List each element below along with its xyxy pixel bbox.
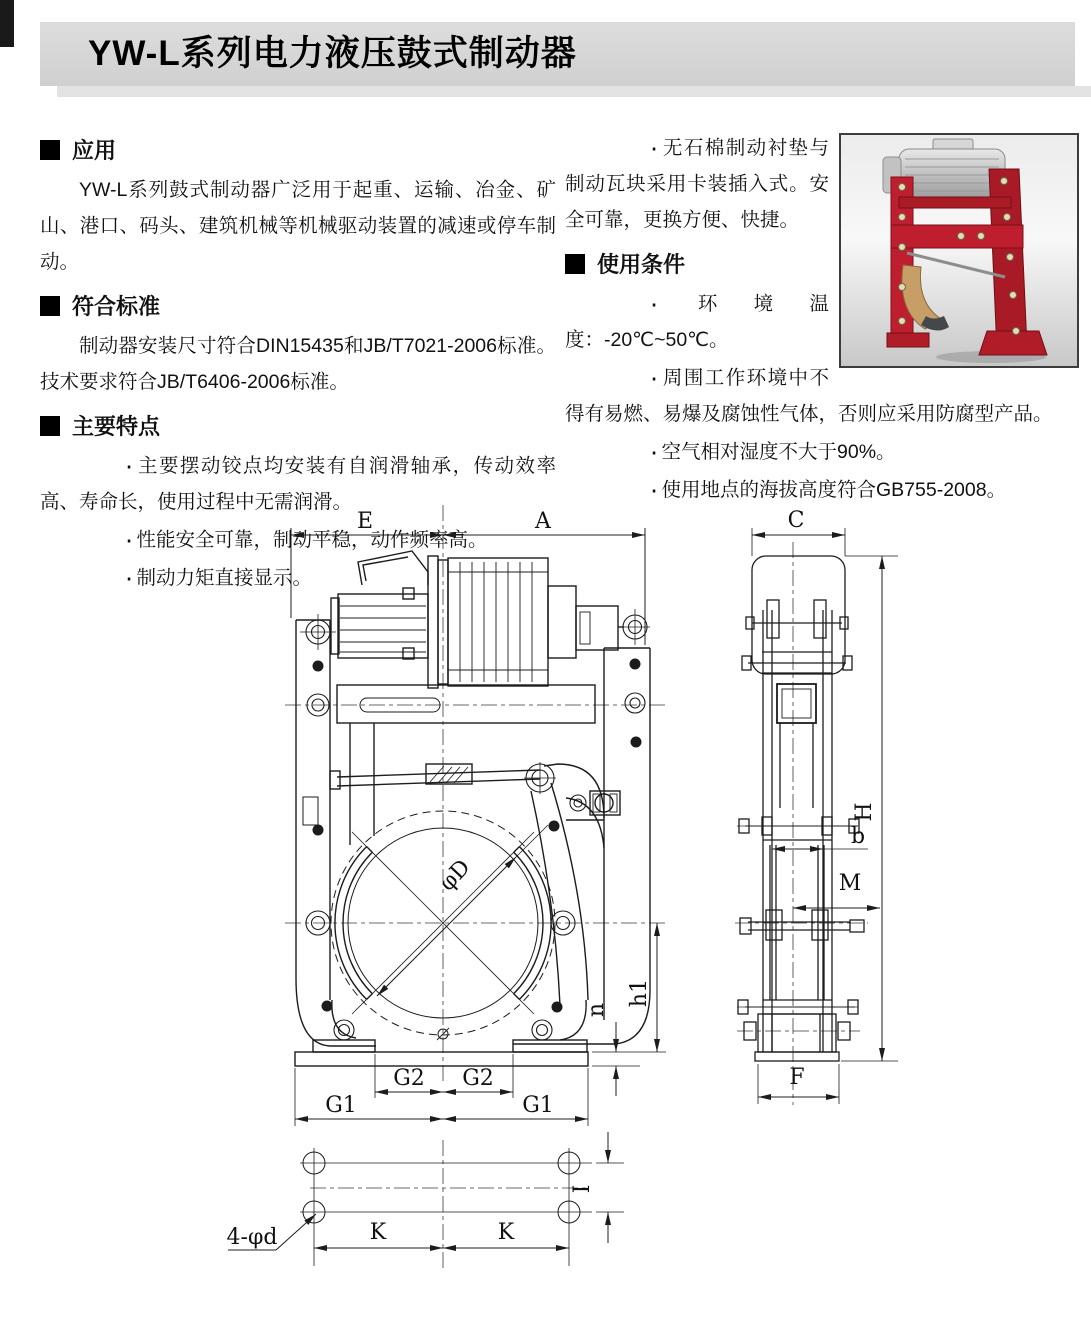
dim-label-H: H [852,802,877,822]
dim-label-phiD: φD [434,854,476,897]
feature-item-text: 主要摆动铰点均安装有自润滑轴承，传动效率高、寿命长，使用过程中无需润滑。 [40,455,556,513]
dim-label-G2-right: G2 [462,1066,494,1091]
bullet-icon: · [649,436,659,468]
page-header [40,22,1075,86]
section-marker-icon [40,140,60,160]
dim-label-n: n [584,1002,609,1018]
dim-label-h1: h1 [627,978,652,1008]
dim-label-G1-left: G1 [325,1093,357,1118]
dim-label-K-left: K [369,1220,387,1245]
dim-label-b: b [850,824,866,849]
bullet-icon: · [124,450,134,482]
section-marker-icon [565,254,585,274]
lining-item-text: 无石棉制动衬垫与制动瓦块采用卡装插入式。安全可靠，更换方便、快捷。 [565,137,829,231]
centerlines [285,505,868,1272]
dim-label-G1-right: G1 [522,1093,554,1118]
dim-label-4-phid: 4-φd [226,1225,278,1250]
dim-label-A: A [535,509,551,534]
feature-item [40,560,556,596]
dim-label-M: M [838,871,862,896]
condition-item-text: 环境温度：-20℃~50℃。 [565,293,829,351]
condition-item-text: 周围工作环境中不得有易燃、易爆及腐蚀性气体，否则应采用防腐型产品。 [565,367,1053,425]
page-title: YW-L系列电力液压鼓式制动器 [88,34,577,73]
dim-label-C: C [787,508,805,533]
side-view [738,556,864,1061]
bullet-icon: · [124,524,134,556]
heading-standards [40,292,556,322]
feature-item [40,448,556,520]
heading-application [40,136,556,166]
dimension-lines [228,528,898,1266]
bullet-icon: · [649,362,659,394]
condition-item-text: 使用地点的海拔高度符合GB755-2008。 [661,479,1007,501]
application-paragraph: YW-L系列鼓式制动器广泛用于起重、运输、冶金、矿山、港口、码头、建筑机械等机械驱动装置的减速或停车制动。 [40,179,556,273]
standards-paragraph: 制动器安装尺寸符合DIN15435和JB/T7021-2006标准。技术要求符合JB/T6406-2006标准。 [40,335,556,393]
front-view [295,551,650,1066]
section-marker-icon [40,416,60,436]
condition-item [565,472,1079,508]
dim-label-E: E [356,509,374,534]
heading-standards-text: 符合标准 [72,294,161,319]
left-column [40,136,556,598]
heading-features-text: 主要特点 [72,414,161,439]
dim-label-G2-left: G2 [393,1066,425,1091]
heading-conditions-text: 使用条件 [597,252,686,277]
condition-item [565,360,1079,432]
bullet-icon: · [649,474,659,506]
bullet-icon: · [649,288,659,320]
dim-label-F: F [789,1065,805,1090]
feature-item-text: 制动力矩直接显示。 [136,567,313,589]
condition-item-text: 空气相对湿度不大于90%。 [661,441,896,463]
section-marker-icon [40,296,60,316]
heading-application-text: 应用 [72,138,117,163]
product-photo-render [841,135,1077,366]
heading-features [40,412,556,442]
page-corner-mark [0,0,14,47]
dimension-labels [227,508,877,1250]
bullet-icon: · [649,132,659,164]
right-column [565,130,1079,510]
dim-label-K-right: K [497,1220,515,1245]
product-photo [839,133,1079,368]
dim-label-I: I [570,1184,595,1194]
header-shadow-strip [57,86,1091,97]
bullet-icon: · [124,562,134,594]
feature-item-text: 性能安全可靠，制动平稳，动作频率高。 [136,529,488,551]
